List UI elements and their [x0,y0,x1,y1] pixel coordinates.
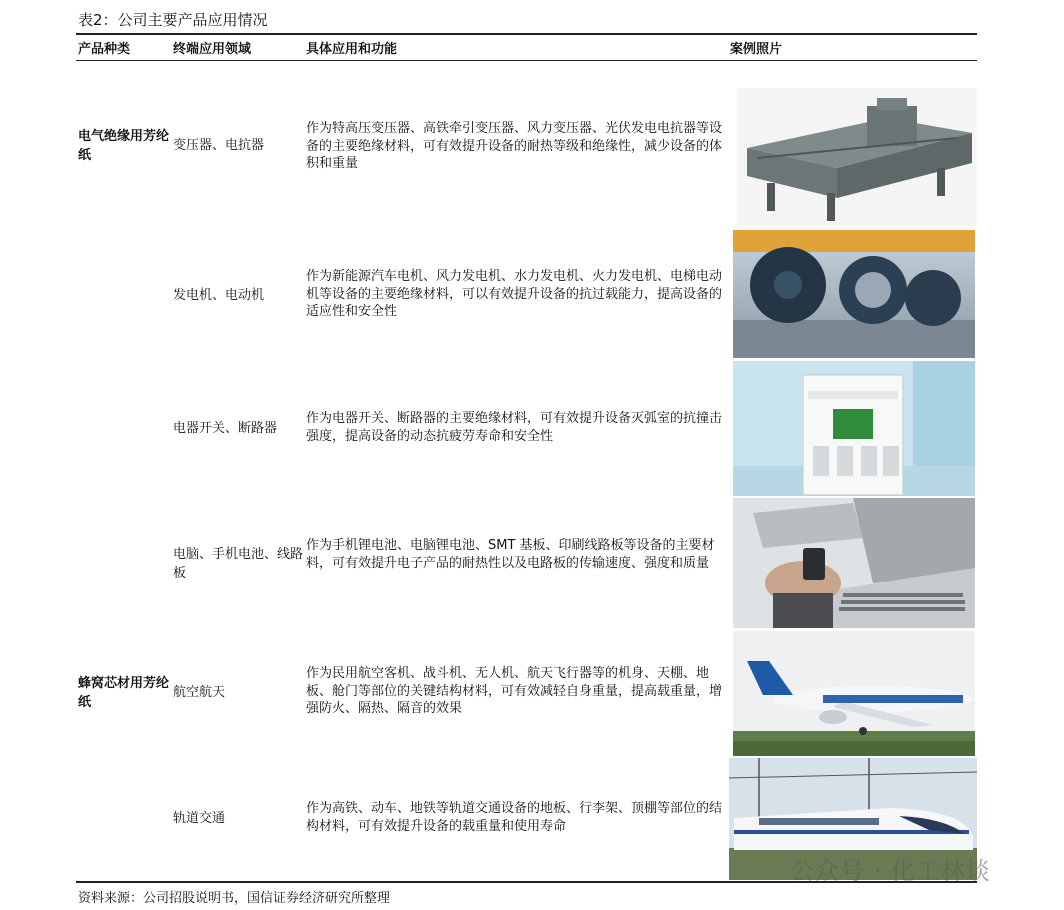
row-field: 电脑、手机电池、线路板 [173,547,304,581]
category-electrical-insulation: 电气绝缘用芳纶纸 [78,129,170,163]
header-rule [76,60,977,61]
row-field: 轨道交通 [173,811,226,826]
generator-photo [733,230,975,358]
row-description: 作为特高压变压器、高铁牵引变压器、风力变压器、光伏发电电抗器等设备的主要绝缘材料，可有效提升设备的耐热等级和绝缘性，减少设备的体积和重量 [306,121,723,171]
airplane-photo [733,631,975,756]
row-field: 航空航天 [173,685,226,700]
header-product-type: 产品种类 [78,42,131,57]
row-description: 作为手机锂电池、电脑锂电池、SMT 基板、印刷线路板等设备的主要材料，可有效提升电子产品的耐热性以及电路板的传输速度、强度和质量 [306,538,715,571]
row-description: 作为民用航空客机、战斗机、无人机、航天飞行器等的机身、天棚、地板、舱门等部位的关键结构材料，可有效减轻自身重量，提高载重量，增强防火、隔热、隔音的效果 [306,666,723,716]
category-honeycomb-core: 蜂窝芯材用芳纶纸 [78,676,170,710]
row-field: 发电机、电动机 [173,288,265,303]
transformer-photo [737,88,977,226]
circuit-breaker-photo [733,361,975,496]
laptop-phone-photo [733,498,975,628]
table-title: 表2：公司主要产品应用情况 [78,11,268,29]
row-field: 电器开关、断路器 [173,421,278,436]
row-field: 变压器、电抗器 [173,138,265,153]
header-function: 具体应用和功能 [306,42,398,57]
top-rule [76,33,977,35]
source-note: 资料来源：公司招股说明书，国信证券经济研究所整理 [78,891,391,906]
row-description: 作为高铁、动车、地铁等轨道交通设备的地板、行李架、顶棚等部位的结构材料，可有效提升设备的载重量和使用寿命 [306,801,723,834]
row-description: 作为电器开关、断路器的主要绝缘材料，可有效提升设备灭弧室的抗撞击强度，提高设备的动态抗疲劳寿命和安全性 [306,411,723,444]
header-photo: 案例照片 [730,42,783,57]
header-application-field: 终端应用领域 [173,42,252,57]
watermark: 公众号 · 化工林谈 [790,857,991,885]
row-description: 作为新能源汽车电机、风力发电机、水力发电机、火力发电机、电梯电动机等设备的主要绝缘材料，可以有效提升设备的抗过载能力，提高设备的适应性和安全性 [306,269,723,319]
